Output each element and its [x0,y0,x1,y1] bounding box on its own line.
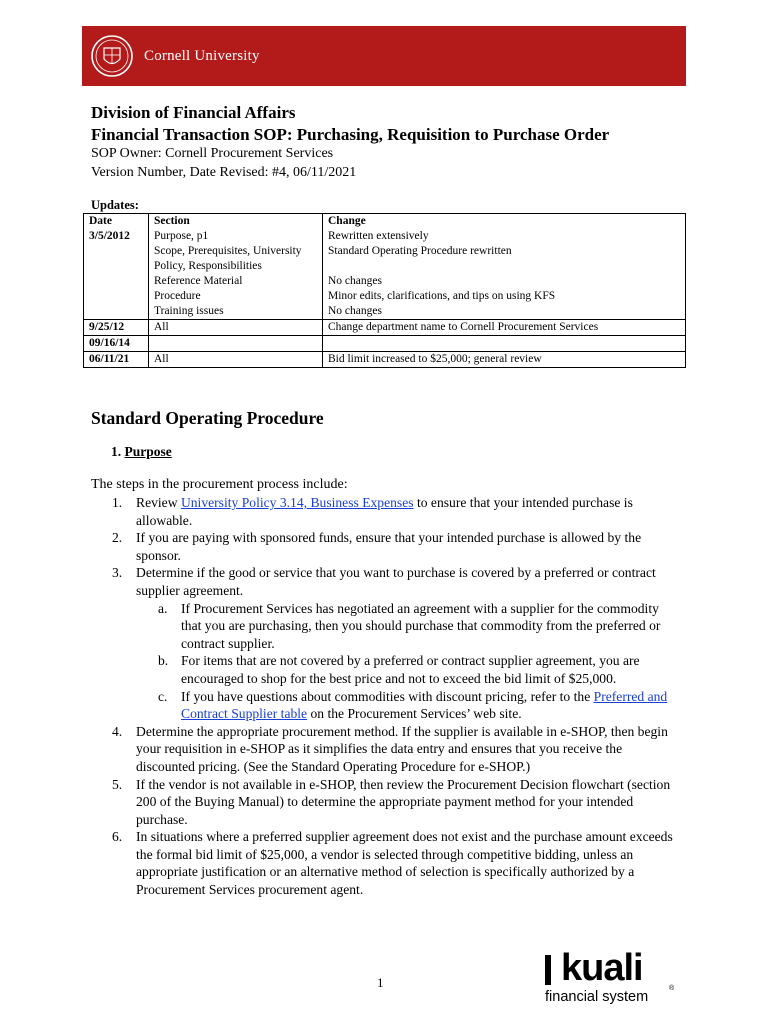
step-text: to ensure that your intended purchase is allowable. [136,495,633,528]
cell-change: Change department name to Cornell Procurement Services [323,320,686,336]
step-number: 2. [112,530,123,546]
step-number: 3. [112,565,123,581]
list-item [91,529,681,564]
steps-intro: The steps in the procurement process include: [91,477,348,492]
cornell-banner [82,26,686,86]
supplier-table-link[interactable]: Preferred and Contract Supplier table [181,688,668,722]
cell-date: 9/25/12 [84,320,149,336]
cell-change: Minor edits, clarifications, and tips on using KFS [323,289,686,304]
updates-label: Updates: [91,198,139,212]
list-item [91,652,681,687]
registered-mark: ® [669,985,675,992]
updates-table [83,213,686,368]
cell-section: All [149,320,323,336]
cell-date [84,244,149,274]
table-row [84,336,686,352]
column-header-section: Section [149,214,323,230]
cell-section: Training issues [149,304,323,320]
cell-change: Bid limit increased to $25,000; general review [323,352,686,368]
list-item [91,776,681,829]
substep-text: For items that are not covered by a preferred or contract supplier agreement, you are encouraged to shop for the best price and not to exceed the bid limit of $25,000. [181,653,640,686]
cornell-seal-icon [90,34,134,78]
cell-date [84,304,149,320]
policy-3-14-link[interactable]: University Policy 3.14, Business Expenses [180,495,414,510]
column-header-change: Change [323,214,686,230]
cell-change: Rewritten extensively [323,229,686,244]
table-row [84,352,686,368]
cell-section: Purpose, p1 [149,229,323,244]
substep-letter: c. [158,688,168,704]
cell-section [149,336,323,352]
table-header-row [84,214,686,230]
step-text: Determine if the good or service that you want to purchase is covered by a preferred or contract supplier agreement. [136,565,656,598]
cell-date: 06/11/21 [84,352,149,368]
cell-change: Standard Operating Procedure rewritten [323,244,686,274]
cell-change: No changes [323,274,686,289]
purpose-label: Purpose [124,444,172,459]
table-row [84,229,686,244]
sop-owner: SOP Owner: Cornell Procurement Services [91,146,334,161]
step-text: In situations where a preferred supplier agreement does not exist and the purchase amount exceeds the formal bid limit of $25,000, a vendor is selected through competitive bidding, unless an appropriate justification or an alternative method of selection is specifically authorized by a Procurement Services procurement agent. [136,829,673,898]
list-item [91,723,681,776]
steps-list [91,494,681,899]
step-number: 5. [112,776,123,792]
list-item [91,494,681,529]
purpose-heading [111,444,172,460]
cell-section: Scope, Prerequisites, University Policy, Responsibilities [149,244,323,274]
cell-section: Procedure [149,289,323,304]
cell-section: Reference Material [149,274,323,289]
list-item [91,688,681,723]
division-title: Division of Financial Affairs [91,103,296,122]
substep-letter: b. [158,653,169,669]
cell-date [84,274,149,289]
step-number: 6. [112,829,123,845]
table-row [84,289,686,304]
step-text: Determine the appropriate procurement method. If the supplier is available in e-SHOP, then begin your requisition in e-SHOP as it simplifies the data entry and ensures that you receive the discounted pricing. (See the Standard Operating Procedure for e-SHOP.) [136,723,668,774]
purpose-number: 1. [111,444,122,459]
substep-text: If you have questions about commodities with discount pricing, refer to the [181,688,594,704]
step-number: 1. [112,495,123,510]
cell-date: 09/16/14 [84,336,149,352]
list-item [91,600,681,653]
step-text: If the vendor is not available in e-SHOP, then review the Procurement Decision flowchart (section 200 of the Buying Manual) to determine the appropriate payment method for your intended purchase. [136,776,671,827]
table-row [84,320,686,336]
sop-section-title: Standard Operating Procedure [91,408,324,428]
kuali-subtitle: financial system [545,989,649,1005]
substep-text: on the Procurement Services’ web site. [307,706,522,722]
version-info: Version Number, Date Revised: #4, 06/11/2021 [91,165,357,180]
cell-section: All [149,352,323,368]
page-number: 1 [377,975,384,990]
cell-date [84,289,149,304]
table-row [84,304,686,320]
kuali-logo [543,947,683,1010]
table-row [84,274,686,289]
cell-change [323,336,686,352]
column-header-date: Date [84,214,149,230]
list-item [91,564,681,599]
list-item [91,828,681,898]
substep-text: If Procurement Services has negotiated an agreement with a supplier for the commodity that you are purchasing, then you should purchase that commodity from the preferred or contract supplier. [181,600,661,651]
table-row [84,244,686,274]
step-text: If you are paying with sponsored funds, ensure that your intended purchase is allowed by the sponsor. [136,530,642,563]
cell-change: No changes [323,304,686,320]
step-text: Review [136,495,181,510]
kuali-wordmark: kuali [561,947,643,989]
document-title: Financial Transaction SOP: Purchasing, Requisition to Purchase Order [91,125,610,144]
step-number: 4. [112,723,123,739]
substep-letter: a. [158,600,168,616]
university-name: Cornell University [144,47,260,64]
cell-date: 3/5/2012 [84,229,149,244]
kuali-bar-icon [545,955,551,985]
